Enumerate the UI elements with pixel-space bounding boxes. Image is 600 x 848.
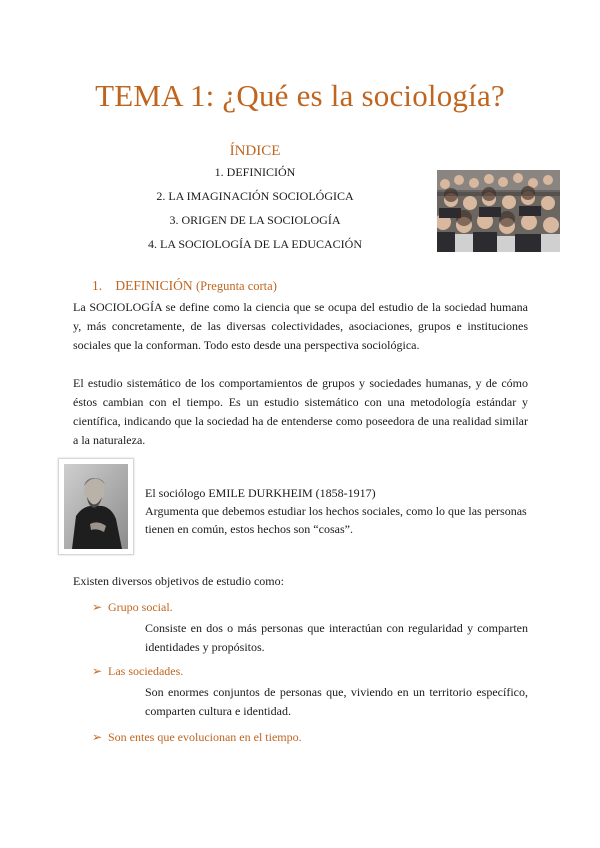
bullet-item bbox=[92, 664, 183, 679]
index-item-2: 2. LA IMAGINACIÓN SOCIOLÓGICA bbox=[156, 189, 354, 203]
bullet-heading: Las sociedades. bbox=[108, 664, 184, 678]
index-item-3: 3. ORIGEN DE LA SOCIOLOGÍA bbox=[169, 213, 341, 227]
objectives-intro: Existen diversos objetivos de estudio como: bbox=[73, 574, 284, 588]
paragraph-definition: La SOCIOLOGÍA se define como la ciencia que se ocupa del estudio de la sociedad humana y, más concretamente, de las diversas colectividades, asociaciones, grupos e instituciones sociales que la conforman. Todo esto desde una perspectiva sociológica. bbox=[73, 300, 528, 352]
paragraph-systematic-study: El estudio sistemático de los comportamientos de grupos y sociedades humanas, y de cómo éstos cambian con el tiempo. Es un estudio sistemático con una metodología estándar y científica, indicando que la sociedad ha de entenderse como poseedora de una realidad similar a la naturaleza. bbox=[73, 376, 528, 447]
durkheim-caption bbox=[145, 484, 535, 538]
section-number: 1. bbox=[92, 278, 103, 293]
arrow-bullet-icon: ➢ bbox=[92, 600, 103, 614]
bullet-text: Consiste en dos o más personas que interactúan con regularidad y comparten identidades y propósitos. bbox=[145, 621, 528, 654]
durkheim-caption-text: Argumenta que debemos estudiar los hechos sociales, como lo que las personas tienen en común, estos hechos son “cosas”. bbox=[145, 504, 527, 536]
bullet-text: Son enormes conjuntos de personas que, viviendo en un territorio específico, comparten cultura e identidad. bbox=[145, 685, 528, 718]
durkheim-portrait bbox=[58, 458, 134, 555]
durkheim-caption-title: El sociólogo EMILE DURKHEIM (1858-1917) bbox=[145, 486, 376, 500]
bullet-heading: Grupo social. bbox=[108, 600, 173, 614]
section-note: (Pregunta corta) bbox=[196, 279, 277, 293]
arrow-bullet-icon: ➢ bbox=[92, 730, 103, 744]
index-item-4: 4. LA SOCIOLOGÍA DE LA EDUCACIÓN bbox=[148, 237, 362, 251]
bullet-item bbox=[92, 600, 173, 615]
crowd-photo bbox=[437, 170, 560, 252]
arrow-bullet-icon: ➢ bbox=[92, 664, 103, 678]
section-heading-definicion bbox=[92, 278, 277, 294]
index-heading: ÍNDICE bbox=[229, 143, 281, 159]
bullet-item bbox=[92, 730, 302, 745]
index-item-1: 1. DEFINICIÓN bbox=[214, 165, 296, 179]
bullet-heading: Son entes que evolucionan en el tiempo. bbox=[108, 730, 302, 744]
page-title: TEMA 1: ¿Qué es la sociología? bbox=[95, 78, 505, 113]
section-title: DEFINICIÓN bbox=[115, 278, 193, 293]
